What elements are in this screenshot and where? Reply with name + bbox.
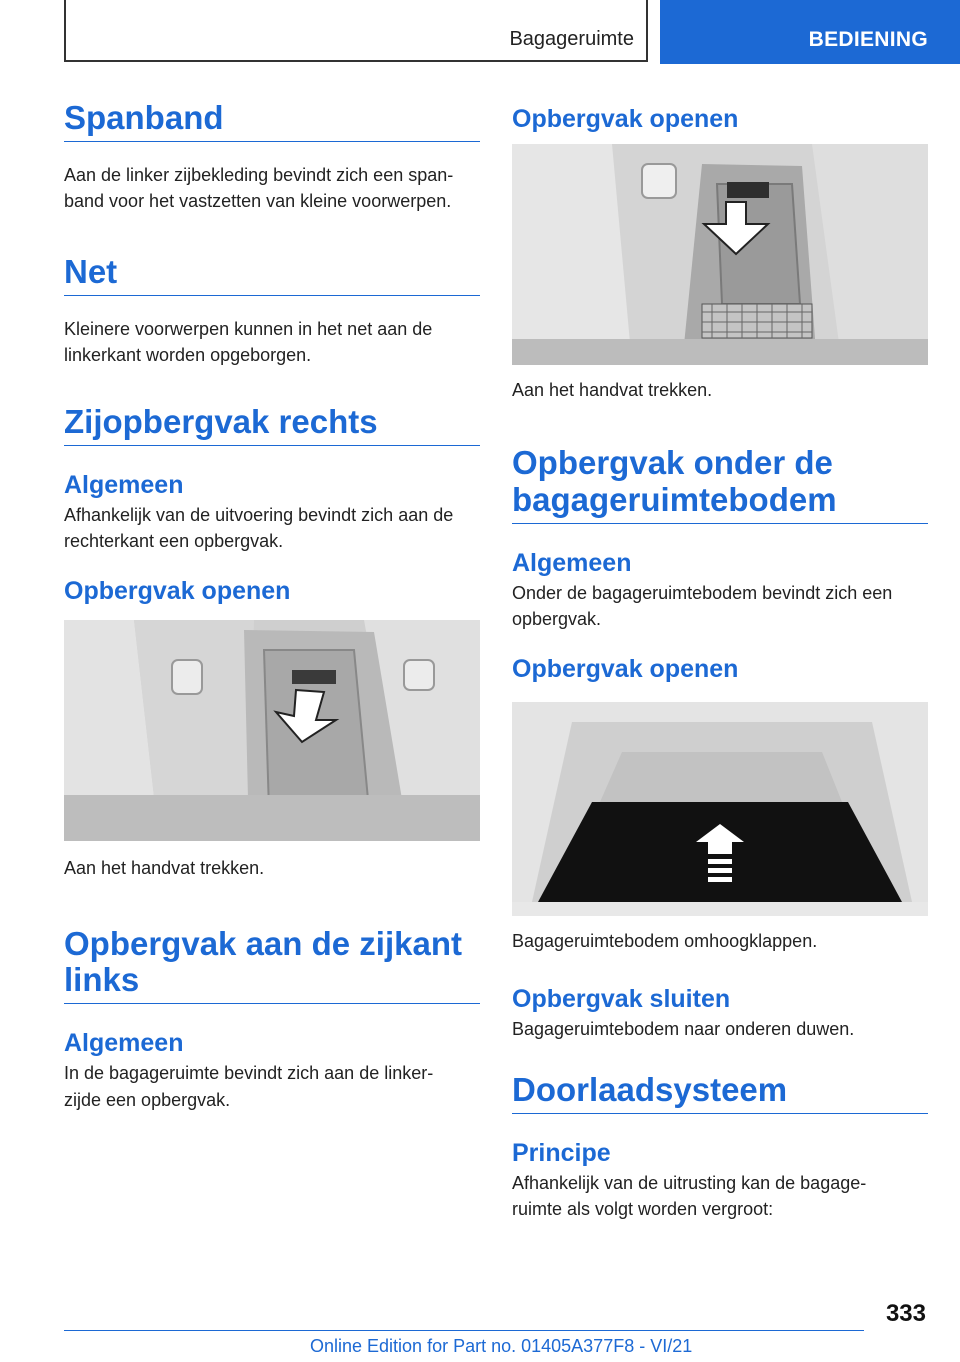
- side-compartment-illustration: [64, 620, 480, 841]
- algemeen-heading-right: Algemeen: [512, 549, 632, 577]
- opbergvak-sluiten-heading: Opbergvak sluiten: [512, 985, 731, 1014]
- caption-1: Aan het handvat trekken.: [64, 858, 265, 879]
- algemeen-text-2: In de bagageruimte bevindt zich aan de linker- zijde een opbergvak.: [64, 1063, 434, 1110]
- sluiten-text: Bagageruimtebodem naar onderen duwen.: [512, 1019, 855, 1040]
- caption-2: Aan het handvat trekken.: [512, 380, 713, 400]
- opbergvak-openen-heading: Opbergvak openen: [64, 577, 291, 606]
- principe-heading: Principe: [512, 1139, 611, 1168]
- algemeen-heading: Algemeen: [64, 471, 184, 500]
- algemeen-heading-2: Algemeen: [64, 1029, 184, 1058]
- left-compartment-image: [512, 144, 928, 365]
- footer-divider: [64, 1330, 864, 1331]
- algemeen-text-right: Onder de bagageruimtebodem bevindt zich een opbergvak.: [512, 583, 893, 630]
- left-compartment-illustration: [512, 144, 928, 365]
- algemeen-text: Afhankelijk van de uitvoering bevindt zich aan de rechterkant een opbergvak.: [64, 505, 454, 552]
- opbergvak-onder-title: Opbergvak onder de bagageruimtebodem: [512, 445, 928, 524]
- header-chapter-label: BEDIENING: [808, 28, 928, 51]
- right-column: [512, 100, 928, 1223]
- net-title: Net: [64, 254, 480, 296]
- header-chapter-tab[interactable]: [660, 0, 960, 64]
- spanband-text: Aan de linker zijbekleding bevindt zich een span- band voor het vastzetten van kleine voorwerpen.: [64, 164, 454, 212]
- doorlaadsysteem-title: Doorlaadsysteem: [512, 1072, 928, 1114]
- header-section-box: [64, 0, 648, 62]
- side-compartment-image: [64, 620, 480, 841]
- principe-text: Afhankelijk van de uitrusting kan de bagage- ruimte als volgt worden vergroot:: [512, 1173, 867, 1220]
- zijopbergvak-rechts-title: Zijopbergvak rechts: [64, 404, 480, 446]
- page-number: 333: [885, 1300, 926, 1327]
- floor-compartment-image: [512, 702, 928, 916]
- opbergvak-openen-heading-right: Opbergvak openen: [512, 105, 739, 133]
- net-text: Kleinere voorwerpen kunnen in het net aan de linkerkant worden opgeborgen.: [64, 319, 433, 366]
- footer-edition: Online Edition for Part no. 01405A377F8 - VI/21: [310, 1336, 693, 1356]
- left-column: [64, 100, 480, 1113]
- opbergvak-openen-heading-right-2: Opbergvak openen: [512, 655, 739, 684]
- spanband-title: Spanband: [64, 100, 480, 142]
- opbergvak-zijkant-links-title: Opbergvak aan de zijkant links: [64, 926, 480, 1005]
- header-section-label: Bagageruimte: [509, 28, 634, 50]
- caption-3: Bagageruimtebodem omhoogklappen.: [512, 931, 818, 952]
- floor-compartment-illustration: [512, 702, 928, 916]
